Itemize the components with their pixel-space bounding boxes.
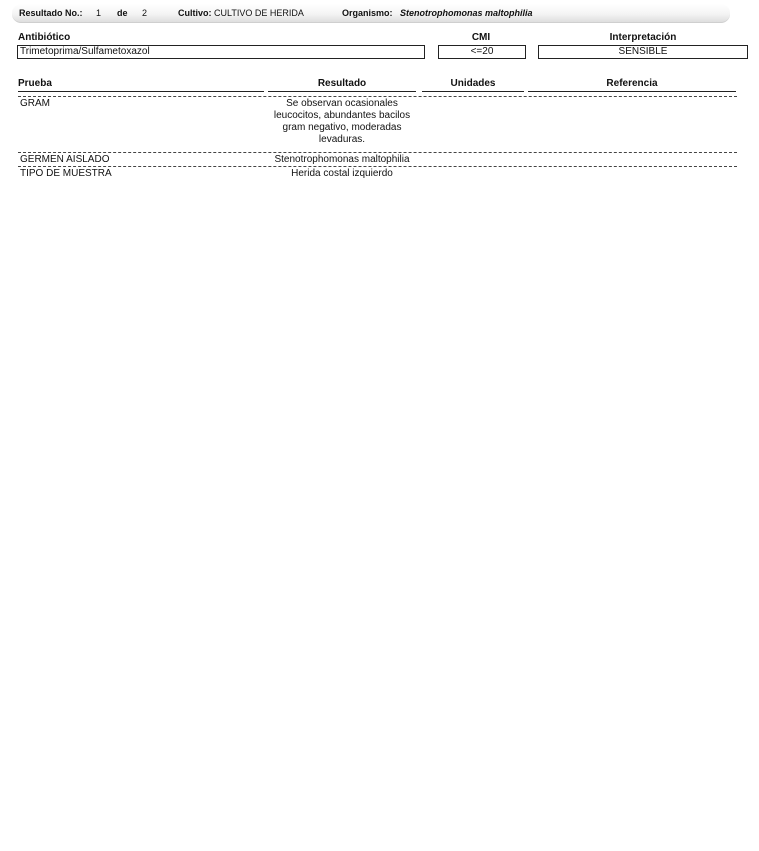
unidades-underline: [422, 91, 524, 92]
cultivo-value: CULTIVO DE HERIDA: [214, 8, 304, 18]
cultivo-label: Cultivo:: [178, 8, 212, 18]
col-cmi: CMI: [471, 32, 491, 43]
row-divider: [18, 152, 737, 153]
col-unidades: Unidades: [450, 78, 496, 89]
de-label: de: [117, 8, 128, 18]
resultado-label: Resultado No.:: [19, 8, 83, 18]
col-interpretacion: Interpretación: [609, 32, 677, 43]
organismo-label: Organismo:: [342, 8, 393, 18]
table-row-resultado: Stenotrophomonas maltophilia: [274, 154, 410, 165]
organismo-value: Stenotrophomonas maltophilia: [400, 8, 533, 18]
antibiotic-interpretacion: SENSIBLE: [538, 45, 748, 59]
referencia-underline: [528, 91, 736, 92]
col-resultado: Resultado: [317, 78, 367, 89]
col-referencia: Referencia: [606, 78, 658, 89]
col-antibiotico: Antibiótico: [18, 32, 71, 43]
col-prueba: Prueba: [18, 78, 52, 89]
resultado-number: 1: [96, 8, 102, 18]
de-number: 2: [142, 8, 148, 18]
antibiotic-name: Trimetoprima/Sulfametoxazol: [17, 45, 425, 59]
table-row-prueba: GERMEN AISLADO: [20, 154, 110, 165]
table-row-resultado: Herida costal izquierdo: [291, 168, 393, 179]
table-row-prueba: TIPO DE MUESTRA: [20, 168, 112, 179]
table-row-prueba: GRAM: [20, 98, 50, 109]
row-divider: [18, 166, 737, 167]
antibiotic-cmi: <=20: [438, 45, 526, 59]
prueba-underline: [18, 91, 264, 92]
resultado-underline: [268, 91, 416, 92]
row-divider: [18, 96, 737, 97]
table-row-resultado: Se observan ocasionales leucocitos, abundantes bacilos gram negativo, moderadas levaduras.: [273, 98, 411, 145]
